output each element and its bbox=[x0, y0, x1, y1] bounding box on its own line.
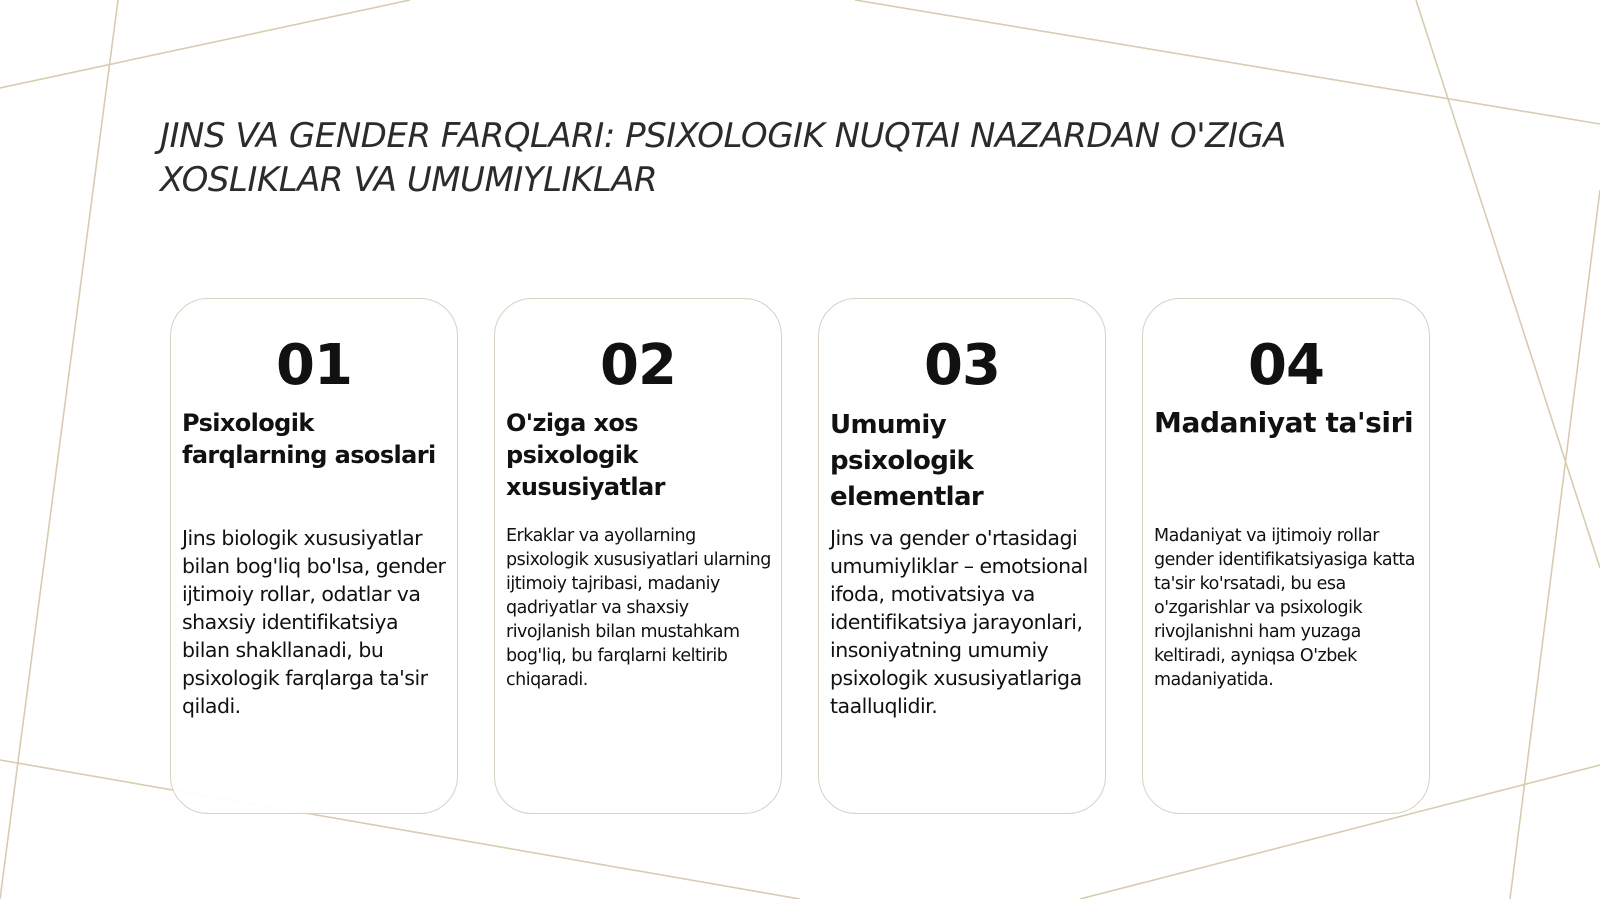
card-description: Jins biologik xususiyatlar bilan bog'liq bo'lsa, gender ijtimoiy rollar, odatlar va shaxsiy identifikatsiya bilan shakllanadi, bu psixologik farqlarga ta'sir qiladi. bbox=[182, 526, 446, 718]
card-oziga-xos-xususiyatlar bbox=[494, 298, 782, 814]
card-number: 04 bbox=[1248, 333, 1324, 398]
card-description: Jins va gender o'rtasidagi umumiyliklar – emotsional ifoda, motivatsiya va identifikatsiya jarayonlari, insoniyatning umumiy psixologik xususiyatlariga taalluqlidir. bbox=[830, 526, 1088, 718]
card-description: Erkaklar va ayollarning psixologik xususiyatlari ularning ijtimoiy tajribasi, madaniy qadriyatlar va shaxsiy rivojlanish bilan mustahkam bog'liq, bu farqlarni keltirib chiqaradi. bbox=[506, 526, 771, 690]
card-madaniyat-tasiri bbox=[1142, 298, 1430, 814]
slide-title bbox=[160, 114, 1460, 202]
card-title: Madaniyat ta'siri bbox=[1154, 406, 1414, 439]
slide-title-line-2: XOSLIKLAR VA UMUMIYLIKLAR bbox=[160, 160, 658, 200]
card-umumiy-elementlar bbox=[818, 298, 1106, 814]
card-psixologik-farqlar bbox=[170, 298, 458, 814]
card-number: 03 bbox=[924, 333, 1000, 398]
card-description: Madaniyat va ijtimoiy rollar gender identifikatsiyasiga katta ta'sir ko'rsatadi, bu esa o'zgarishlar va psixologik rivojlanishni ham yuzaga keltiradi, ayniqsa O'zbek madaniyatida. bbox=[1154, 526, 1416, 690]
card-number: 01 bbox=[276, 333, 352, 398]
card-title: Psixologik farqlarning asoslari bbox=[182, 409, 436, 469]
card-title: Umumiy psixologik elementlar bbox=[830, 410, 984, 512]
card-number: 02 bbox=[600, 333, 676, 398]
slide-title-line-1: JINS VA GENDER FARQLARI: PSIXOLOGIK NUQTAI NAZARDAN O'ZIGA bbox=[160, 116, 1287, 156]
card-title: O'ziga xos psixologik xususiyatlar bbox=[506, 409, 665, 501]
